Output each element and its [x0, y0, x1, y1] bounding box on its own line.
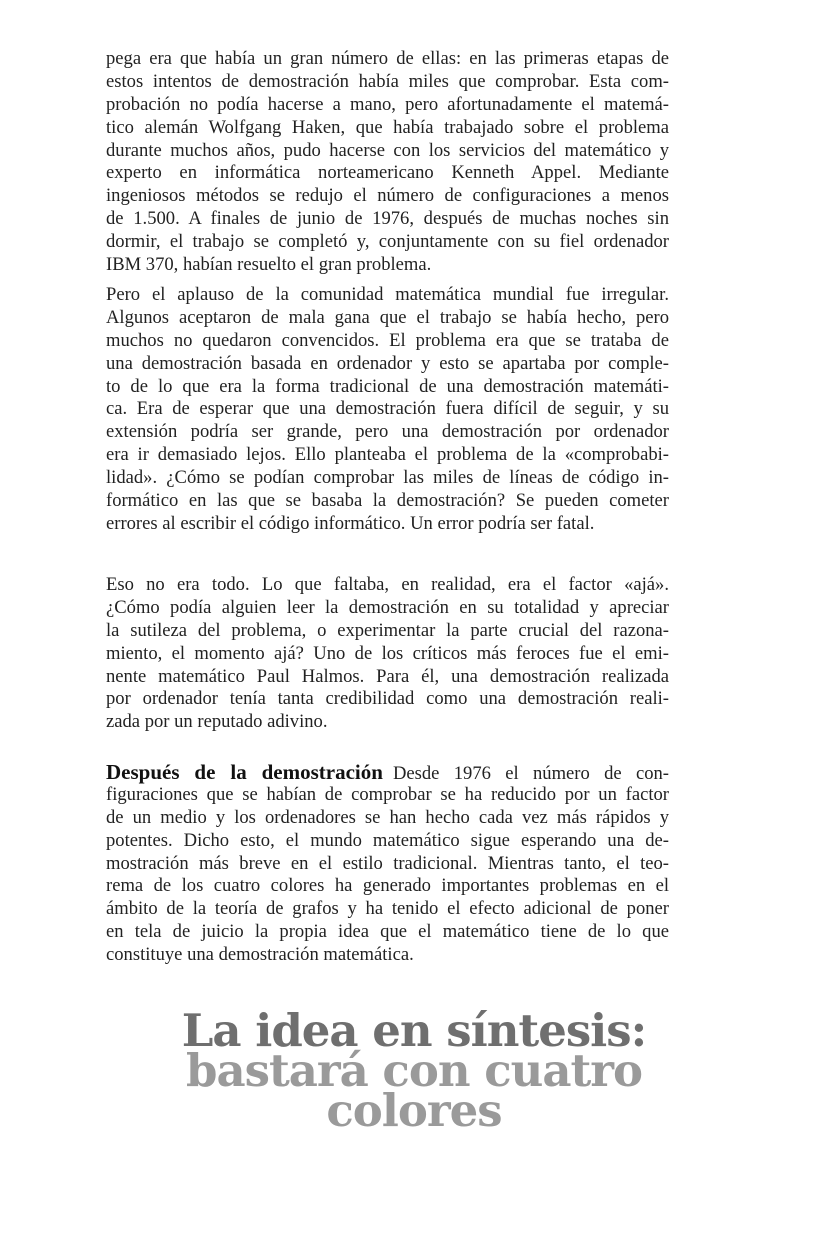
text-line-content: de 1.500. A finales de junio de 1976, después de muchas noches sin	[106, 208, 669, 230]
text-line	[106, 688, 669, 711]
text-line-content: tico alemán Wolfgang Haken, que había trabajado sobre el problema	[106, 116, 669, 138]
text-line-content: miento, el momento ajá? Uno de los críticos más feroces fue el emi-	[106, 642, 669, 664]
text-line	[106, 376, 669, 399]
paragraph-3	[106, 574, 669, 734]
paragraph-4	[106, 761, 669, 967]
text-line-content: pega era que había un gran número de ellas: en las primeras etapas de	[106, 48, 669, 69]
text-line	[106, 117, 669, 140]
text-line	[106, 231, 669, 254]
summary-title-line-3: colores	[326, 1084, 502, 1137]
text-line	[106, 597, 669, 620]
text-line	[106, 185, 669, 208]
text-line-content: nente matemático Paul Halmos. Para él, una demostración realizada	[106, 665, 669, 687]
summary-title-line-1: La idea en síntesis:	[181, 1004, 647, 1057]
text-line	[106, 254, 669, 277]
text-line-content: potentes. Dicho esto, el mundo matemático sigue esperando una de-	[106, 829, 669, 851]
text-line	[106, 830, 669, 853]
text-line-content: probación no podía hacerse a mano, pero afortunadamente el matemá-	[106, 93, 669, 115]
text-line	[106, 711, 669, 734]
text-line-content: errores al escribir el código informático. Un error podría ser fatal.	[106, 512, 595, 534]
paragraph-1	[106, 48, 669, 277]
text-line	[106, 208, 669, 231]
text-line-content: to de lo que era la forma tradicional de una demostración matemáti-	[106, 375, 669, 397]
text-line	[106, 853, 669, 876]
text-line	[106, 513, 669, 536]
text-line	[106, 284, 669, 307]
text-line-content: de un medio y los ordenadores se han hecho cada vez más rápidos y	[106, 806, 669, 828]
text-line	[106, 48, 669, 71]
text-line-content: ca. Era de esperar que una demostración fuera difícil de seguir, y su	[106, 398, 669, 420]
text-line	[106, 467, 669, 490]
text-line-content: por ordenador tenía tanta credibilidad como una demostración reali-	[106, 688, 669, 710]
text-line-content: rema de los cuatro colores ha generado importantes problemas en el	[106, 875, 669, 897]
text-line	[106, 330, 669, 353]
text-line-content: zada por un reputado adivino.	[106, 711, 328, 733]
text-line-content: ingeniosos métodos se redujo el número de configuraciones a menos	[106, 185, 669, 207]
text-line-content: extensión podría ser grande, pero una demostración por ordenador	[106, 421, 669, 443]
text-line	[106, 307, 669, 330]
text-line-content: era ir demasiado lejos. Ello planteaba el problema de la «comprobabi-	[106, 444, 669, 466]
text-line	[106, 944, 669, 967]
summary-title-line-2: bastará con cuatro	[185, 1044, 643, 1097]
text-line	[106, 140, 669, 163]
text-line-content: una demostración basada en ordenador y esto se apartaba por comple-	[106, 352, 669, 374]
text-line	[106, 898, 669, 921]
text-line-content: Pero el aplauso de la comunidad matemática mundial fue irregular.	[106, 284, 669, 305]
text-line	[106, 162, 669, 185]
text-line	[106, 94, 669, 117]
text-line-content: Eso no era todo. Lo que faltaba, en realidad, era el factor «ajá».	[106, 574, 669, 595]
text-line	[106, 71, 669, 94]
text-line	[106, 620, 669, 643]
text-line	[106, 807, 669, 830]
text-line	[106, 921, 669, 944]
text-line-content: experto en informática norteamericano Kenneth Appel. Mediante	[106, 162, 669, 184]
text-line	[106, 666, 669, 689]
text-line	[106, 444, 669, 467]
text-line-content: ámbito de la teoría de grafos y ha tenido el efecto adicional de poner	[106, 898, 669, 920]
text-line	[106, 353, 669, 376]
text-line-content: ¿Cómo podía alguien leer la demostración en su totalidad y apreciar	[106, 596, 669, 618]
text-line	[106, 643, 669, 666]
text-line-content: Desde 1976 el número de con-	[392, 763, 669, 784]
text-line	[106, 421, 669, 444]
text-line-content: lidad». ¿Cómo se podían comprobar las miles de líneas de código in-	[106, 467, 669, 489]
text-line	[106, 875, 669, 898]
text-line-content: estos intentos de demostración había miles que comprobar. Esta com-	[106, 70, 669, 92]
text-line	[106, 490, 669, 513]
text-line	[106, 784, 669, 807]
text-line-content: durante muchos años, pudo hacerse con los servicios del matemático y	[106, 139, 669, 161]
text-line	[106, 574, 669, 597]
text-line-content: muchos no quedaron convencidos. El problema era que se trataba de	[106, 329, 669, 351]
paragraph-2	[106, 284, 669, 536]
text-line	[106, 398, 669, 421]
text-line-content: constituye una demostración matemática.	[106, 944, 414, 966]
section-heading: Después de la demostración	[106, 760, 383, 784]
text-line-content: IBM 370, habían resuelto el gran problema.	[106, 254, 432, 276]
text-line-content: formático en las que se basaba la demostración? Se pueden cometer	[106, 490, 669, 512]
text-line-content: dormir, el trabajo se completó y, conjuntamente con su fiel ordenador	[106, 231, 669, 253]
text-line-content: Algunos aceptaron de mala gana que el trabajo se había hecho, pero	[106, 306, 669, 328]
text-line-content: en tela de juicio la propia idea que el matemático tiene de lo que	[106, 921, 669, 943]
text-line-content: figuraciones que se habían de comprobar se ha reducido por un factor	[106, 783, 669, 805]
text-line	[106, 761, 669, 784]
text-line-content: mostración más breve en el estilo tradicional. Mientras tanto, el teo-	[106, 852, 669, 874]
text-line-content: la sutileza del problema, o experimentar la parte crucial del razona-	[106, 619, 669, 641]
